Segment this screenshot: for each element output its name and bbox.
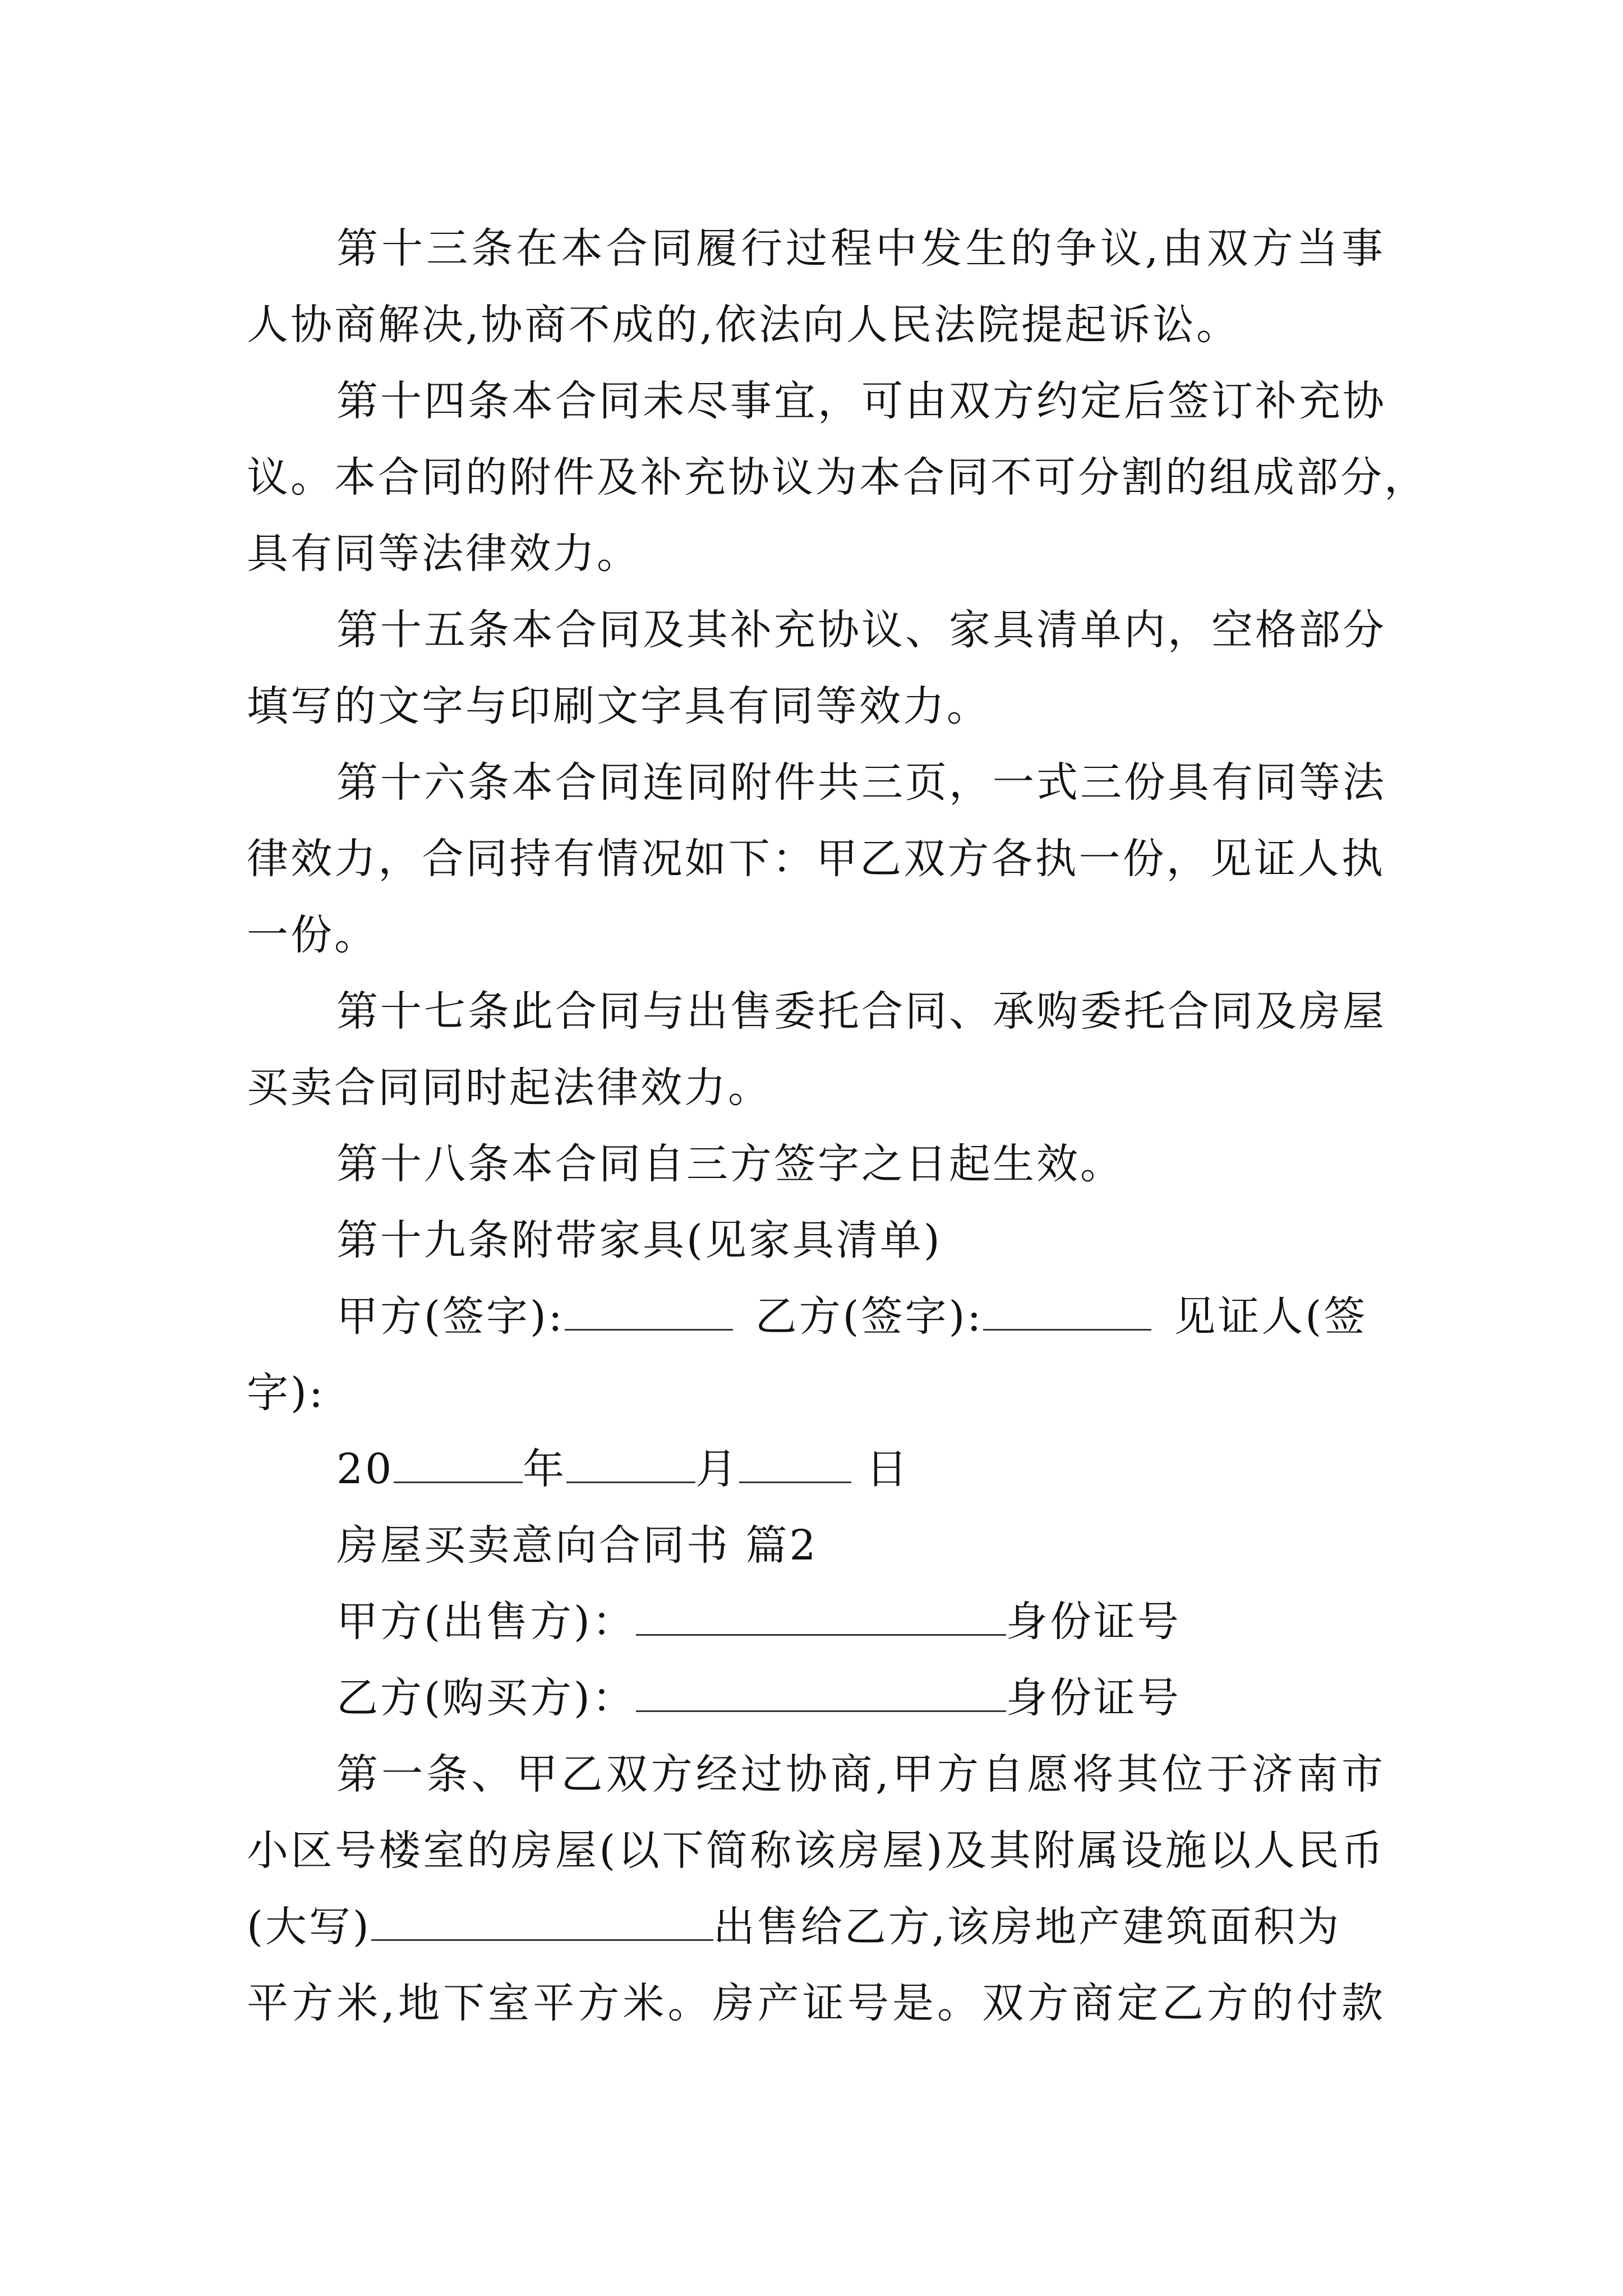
article-13-line-1: 第十三条在本合同履行过程中发生的争议,由双方当事 bbox=[336, 224, 1385, 273]
witness-signature-label: 见证人(签 bbox=[1174, 1292, 1368, 1341]
article-13-line-2: 人协商解决,协商不成的,依法向人民法院提起诉讼。 bbox=[247, 301, 1241, 349]
price-prefix: (大写) bbox=[247, 1903, 371, 1951]
article-16-line-1: 第十六条本合同连同附件共三页，一式三份具有同等法 bbox=[336, 758, 1386, 807]
date-month-label: 月 bbox=[695, 1445, 740, 1493]
article-18: 第十八条本合同自三方签字之日起生效。 bbox=[336, 1140, 1124, 1188]
date-day-label: 日 bbox=[866, 1445, 910, 1493]
article-14-line-1: 第十四条本合同未尽事宜，可由双方约定后签订补充协 bbox=[336, 377, 1386, 425]
party-b-signature-blank[interactable] bbox=[983, 1287, 1151, 1331]
price-suffix: 出售给乙方,该房地产建筑面积为 bbox=[713, 1903, 1341, 1951]
date-month-blank[interactable] bbox=[566, 1440, 695, 1483]
article-1-line-4: 平方米,地下室平方米。房产证号是。双方商定乙方的付款 bbox=[247, 1979, 1385, 2027]
buyer-line bbox=[247, 1660, 1385, 1736]
party-b-signature-label: 乙方(签字): bbox=[755, 1292, 984, 1341]
section-2-title: 房屋买卖意向合同书 篇2 bbox=[336, 1521, 818, 1570]
party-a-signature-label: 甲方(签字): bbox=[336, 1292, 565, 1341]
date-year-blank[interactable] bbox=[394, 1440, 523, 1483]
document-body bbox=[247, 210, 1428, 2041]
seller-id-label: 身份证号 bbox=[1006, 1598, 1181, 1646]
signature-line bbox=[247, 1278, 1385, 1355]
seller-name-blank[interactable] bbox=[636, 1593, 1006, 1636]
party-a-signature-blank[interactable] bbox=[565, 1287, 733, 1331]
article-14-line-3: 具有同等法律效力。 bbox=[247, 530, 640, 578]
witness-signature-label-cont: 字): bbox=[247, 1369, 325, 1417]
date-year-label: 年 bbox=[523, 1445, 567, 1493]
buyer-label: 乙方(购买方)： bbox=[336, 1674, 636, 1722]
article-16-line-2: 律效力，合同持有情况如下：甲乙双方各执一份，见证人执 bbox=[247, 835, 1385, 883]
seller-label: 甲方(出售方)： bbox=[336, 1598, 636, 1646]
article-19: 第十九条附带家具(见家具清单) bbox=[336, 1216, 942, 1264]
article-16-line-3: 一份。 bbox=[247, 911, 378, 959]
article-1-line-1: 第一条、甲乙双方经过协商,甲方自愿将其位于济南市 bbox=[336, 1750, 1385, 1798]
article-17-line-2: 买卖合同同时起法律效力。 bbox=[247, 1064, 772, 1112]
article-1-line-2: 小区号楼室的房屋(以下简称该房屋)及其附属设施以人民币 bbox=[247, 1826, 1385, 1875]
article-17-line-1: 第十七条此合同与出售委托合同、承购委托合同及房屋 bbox=[336, 987, 1386, 1036]
article-1-line-3 bbox=[247, 1889, 1385, 1965]
date-day-blank[interactable] bbox=[739, 1440, 851, 1483]
date-line bbox=[247, 1431, 1385, 1507]
price-blank[interactable] bbox=[371, 1898, 713, 1941]
seller-line bbox=[247, 1584, 1385, 1660]
article-15-line-2: 填写的文字与印刷文字具有同等效力。 bbox=[247, 682, 990, 730]
buyer-name-blank[interactable] bbox=[636, 1669, 1006, 1712]
date-year-prefix: 20 bbox=[336, 1445, 394, 1493]
article-14-line-2: 议。本合同的附件及补充协议为本合同不可分割的组成部分， bbox=[247, 453, 1428, 501]
article-15-line-1: 第十五条本合同及其补充协议、家具清单内，空格部分 bbox=[336, 606, 1386, 654]
buyer-id-label: 身份证号 bbox=[1006, 1674, 1181, 1722]
